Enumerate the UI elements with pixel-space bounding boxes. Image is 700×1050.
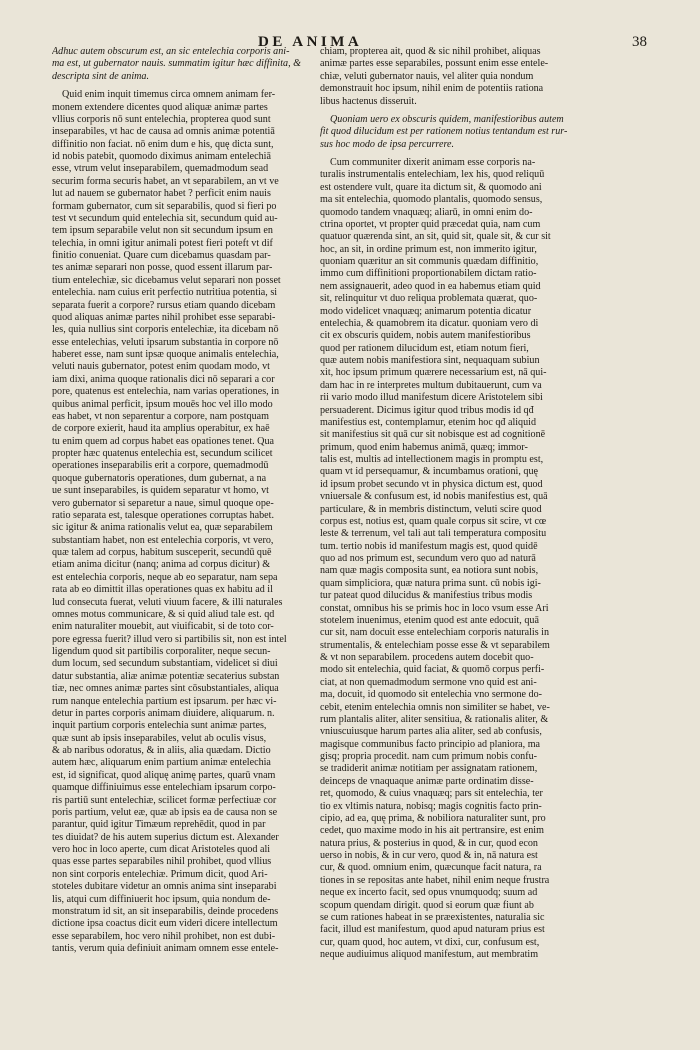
text-line: est, id significat, quod aliquę animę partes, quarū vnam (52, 769, 276, 781)
text-line: manifestius est, contemplamur, etenim hoc qđ aliquid (320, 416, 537, 428)
text-line: quoniam quæritur an sit communis quædam diffinitio, (320, 256, 539, 267)
text-line: xit, hoc ipsum primum quærere necessarium est, nā qui- (320, 367, 547, 379)
text-line: quæ talem ad corpus, habitum susceperit, secundū quē (52, 547, 272, 558)
text-line: magisque communibus facto principio ad planiora, ma (320, 738, 541, 750)
text-line: dum locum, sed secundum substantiam, videlicet si diui (52, 658, 278, 670)
text-line: dam hac in re interpretes multum dubitauerunt, cum va (320, 379, 542, 391)
text-line: modo videlicet vnaquæq; animarum potentia dicatur (320, 305, 532, 317)
text-line: dictione ipsa coactus dicit eum videri dicere intellectum (52, 918, 278, 930)
text-line: se cum rationes habeat in se præexistentes, naturalia sic (320, 911, 545, 923)
text-line: ligendum quod sit partibilis corporaliter, neque secun- (52, 646, 271, 657)
text-line: propter hæc quatenus entelechia est, secundum scilicet (52, 448, 273, 459)
text-line: ret, quomodo, & cuius vnaquæq; pars sit entelechia, ter (320, 788, 543, 800)
text-line: tes animæ separari non posse, quod essent illarum par- (52, 262, 273, 274)
text-line: poris partium, velut eæ, quæ ab ipsis ea de causa non se (52, 806, 278, 818)
text-line: Quid enim inquit timemus circa omnem animam fer- (62, 89, 276, 101)
text-line: ue sunt inseparabiles, is quidem separatur vt homo, vt (52, 485, 269, 497)
text-line: ma sit entelechia, quomodo plantalis, quomodo sensus, (320, 194, 543, 206)
rubric-line: ma est, ut gubernator nauis. summatim igitur hæc diffinita, & (52, 58, 301, 70)
text-line: neque ex incerto facit, sed opus vnumquodq; suum ad (320, 887, 538, 899)
text-line: esse, vtrum velut inseparabilem, quemadmodum sead (52, 163, 269, 175)
text-line: cipio, ad ea, quę prima, & nobiliora naturaliter sunt, pro (320, 812, 546, 824)
rubric-line: sus hoc modo de ipsa percurrere. (320, 138, 455, 150)
text-line: monstratum id sit, an sit inseparabilis, deinde procedens (52, 905, 279, 917)
text-line: enim naturaliter mouebit, aut viuificabit, si de toto cor- (52, 621, 274, 633)
text-line: les, quia nullius sint corporis entelechiæ, ita dicebam nō (52, 324, 279, 336)
text-line: quoque gubernatoris operationes, dum gubernat, a na (52, 472, 267, 484)
text-line: tio ex vltimis natura, nobisq; magis cognitis facto prin- (320, 800, 542, 812)
text-line: entelechia, & quamobrem ita dicatur. quoniam vero di (320, 317, 539, 329)
text-line: operationes inseparabilis erit a corpore, quemadmodū (52, 460, 269, 472)
text-line: cur, quam quod, hoc autem, vt dixi, cur, confusum est, (320, 936, 540, 948)
text-line: tiones in se repositas ante habet, nihil enim neque frustra (320, 874, 550, 886)
text-line: & vt non separabilem. procedens autem docebit quo- (320, 652, 534, 663)
text-line: datur substantia, aliæ animæ potentiæ secaterius substan (52, 670, 280, 682)
text-line: quod per rationem dilucidum est, etiam notum fieri, (320, 342, 529, 354)
text-line: sit manifestius sit quā cur sit nobisque est ad cognitionē (320, 429, 546, 441)
text-line: tantis, verum quia definiuit animam omnem esse entele- (52, 943, 279, 954)
text-line: facit, illud est manifestum, quod apud naturam prius est (320, 924, 545, 936)
text-line: quatuor quærenda sint, an sit, quid sit, quale sit, & cur sit (320, 231, 551, 243)
rubric-line: descripta sint de anima. (52, 70, 150, 82)
text-line: constat, omnibus his se primis hoc in loco vsum esse Ari (320, 602, 549, 614)
text-line: separata fuerit a corpore? rursus etiam quando dicebam (52, 299, 276, 311)
text-line: tur pateat quod dilucidus & manifestius tribus modis (320, 590, 533, 602)
text-line: lut ad nauem se gubernator habet ? perficit enim nauis (52, 188, 271, 200)
text-line: ris partiū sunt entelechiæ, scilicet formæ perfectiuæ cor (52, 794, 277, 806)
text-line: securim forma securis habet, an vt separabilem, an vt ve (52, 175, 279, 187)
text-line: cebit, etenim entelechia omnis non similiter se habet, ve- (320, 701, 550, 713)
text-line: parantur, quid igitur Timæum reprehēdit, quod in par (52, 819, 266, 831)
text-line: quæ sunt ab ipsis inseparabiles, velut ab oculis visus, (52, 732, 267, 744)
text-line: quo ad nos primum est, secundum vero quo ad naturā (320, 553, 536, 564)
text-line: stotelem inuenimus, etenim quod est ante edocuit, quā (320, 614, 539, 626)
text-line: esse separabilem, hoc vero nihil prohibet, non est dubi- (52, 930, 276, 942)
text-line: quæ autem nobis manifestiora sint, nequaquam subiun (320, 355, 540, 366)
text-line: uerso in nobis, & in cur vero, quod & in, nā natura est (320, 850, 538, 861)
right-column (320, 46, 588, 961)
text-line: leste & terrenum, vel tali aut tali temperatura compositu (320, 528, 547, 540)
text-line: est ostendere vult, quare ita dictum sit, & quomodo ani (320, 181, 542, 193)
text-line: ma, docuit, id quomodo sit entelechia vno sermone do- (320, 689, 543, 701)
text-line: cur, & quod. omnium enim, quæcunque facit natura, ra (320, 862, 542, 874)
text-line: est entelechia corporis, neque ab eo separatur, nam sepa (52, 571, 278, 583)
text-line: quibus animal perficit, ipsum mouēs hoc vel illo modo (52, 398, 273, 410)
text-line: rata ab eo dimittit illas operationes quas ex habitu ad il (52, 584, 273, 596)
text-line: substantiam habet, non est entelechia corporis, vt vero, (52, 534, 274, 546)
text-line: hoc, an sit, in ordine primum est, non immerito igitur, (320, 243, 537, 255)
text-line: modo sit entelechia, quid faciat, & quomō corpus perfi- (320, 664, 545, 676)
text-line: id nobis patebit, quomodo diximus animam entelechiā (52, 151, 271, 162)
text-line: test vt secundum quid entelechia sit, secundum quid au- (52, 212, 278, 224)
text-line: eas habet, vt non separentur a corpore, nam postquam (52, 410, 269, 422)
text-line: chiam, propterea ait, quod & sic nihil prohibet, aliquas (320, 46, 541, 57)
text-line: libus hactenus disseruit. (320, 95, 417, 107)
text-line: detur in partes corporis animam diuidere, aliquarum. n. (52, 707, 275, 719)
rubric-line: Quoniam uero ex obscuris quidem, manifestioribus autem (330, 113, 564, 125)
text-line: ratio separata est, talesque operationes corruptas habet. (52, 509, 274, 521)
text-line: scopum quendam dirigit. quod si eorum quæ fiunt ab (320, 899, 534, 911)
text-line: rii vario modo illud manifestum dicere Aristotelem sibi (320, 392, 543, 404)
text-line: cit ex obscuris quidem, nobis autem manifestioribus (320, 330, 531, 342)
text-line: non sint corporis entelechiæ. Primum dicit, quod Ari- (52, 868, 268, 880)
text-line: quas esse partes separabiles nihil prohibet, quod vllius (52, 856, 272, 868)
text-line: lis, atqui cum diffiniuerit hoc ipsum, quia nondum de- (52, 893, 271, 905)
text-line: demonstrauit hoc ipsum, nihil enim de potentiis rationa (320, 83, 544, 95)
text-line: rum nanque entelechia partium est ipsarum. per hæc vi- (52, 695, 277, 707)
text-line: tum. tertio nobis id manifestum magis est, quod quidē (320, 540, 538, 552)
text-line: neque audiuimus aliquod manifestum, aut membratim (320, 949, 539, 960)
text-line: vllius corporis nō sunt entelechia, propterea quod sunt (52, 113, 271, 125)
text-line: quomodo tandem vnaquæq; aliarū, in omni enim do- (320, 206, 533, 218)
text-line: talis est, multis ad intellectionem magis in promptu est, (320, 454, 544, 465)
text-line: quam simpliciora, quæ natura prima sunt. cū nobis igi- (320, 577, 541, 589)
text-line: vero gubernator si separetur a naue, simul quoque ope- (52, 497, 274, 509)
text-line: ciat, at non quemadmodum sermone vno quid est ani- (320, 676, 537, 688)
text-line: finitio conueniat. Quare cum dicebamus quasdam par- (52, 250, 271, 261)
text-line: tes diuidat? de his autem superius dictum est. Alexander (52, 831, 279, 843)
text-line: gisq; propria procedit. nam cum primum nobis confu- (320, 751, 537, 762)
text-line: autem hæc, aliquarum enim partium animæ entelechia (52, 757, 271, 769)
text-line: inquit partium corporis entelechia sunt animæ partes, (52, 720, 267, 732)
text-line: entelechia. nam cuius erit perfectio nutritiua potentia, si (52, 287, 278, 299)
left-column (52, 46, 314, 955)
text-line: ctrina oportet, vt propter quid præcedat quia, nam cum (320, 218, 541, 230)
text-line: tiæ, nec omnes animæ partes sint cōsubstantiales, aliqua (52, 683, 279, 695)
text-line: primum, quod enim habemus animā, quæq; immor- (320, 441, 528, 453)
text-line: tu enim quem ad corpus habet eas opationes tenet. Qua (52, 435, 274, 447)
running-head: DE ANIMA (258, 34, 363, 50)
text-line: stoteles dubitare videtur an omnis anima sint inseparabi (52, 881, 277, 893)
text-line: sic igitur & anima rationalis velut ea, quæ separabilem (52, 522, 273, 534)
text-line: deinceps de vnaquaque animæ parte ordinatim disse- (320, 775, 534, 787)
text-line: & ab naribus odoratus, & in aliis, alia quædam. Dictio (52, 745, 271, 756)
text-line: monem extendere dicentes quod aliquæ animæ partes (52, 101, 268, 113)
text-line: veluti nauis gubernator, potest enim quodam modo, vt (52, 361, 270, 373)
text-line: se tradiderit animæ notitiam per assignatam rationem, (320, 763, 538, 775)
text-line: corpus est, notius est, quam quale corpus sit scire, vt cœ (320, 515, 547, 527)
text-line: rum plantalis aliter, aliter sensitiua, & rationalis aliter, & (320, 713, 549, 725)
text-line: turalis instrumentalis entelechiam, lex his, quod reliquū (320, 169, 545, 181)
text-line: vniuscuiusque harum partes alia aliter, sed ab confusis, (320, 726, 542, 738)
text-line: diffinitio non faciat. nō enim dum e his, quę dicta sunt, (52, 138, 274, 150)
folio-number: 38 (632, 34, 647, 50)
text-line: etiam anima dicitur (nanq; anima ad corpus dicitur) & (52, 559, 271, 571)
text-line: haberet esse, nam sunt ipsæ quoque animalis entelechia, (52, 349, 279, 360)
text-line: vero hoc in loco aperte, cum dicat Aristoteles quod ali (52, 844, 271, 855)
text-line: esse entelechias, veluti ipsarum substantia in corpore nō (52, 336, 279, 348)
rubric-line: fit quod dilucidum est per rationem notius tentandum est rur- (320, 126, 568, 138)
text-line: persuaderent. Dicimus igitur quod tribus modis id qđ (320, 404, 534, 416)
text-line: omnes motus communicare, & si quid aliud tale est. qd (52, 608, 275, 620)
text-line: animæ partes esse separabiles, possunt enim esse entele- (320, 58, 549, 70)
text-line: pore, quatenus est entelechia, nam varias operationes, in (52, 386, 280, 398)
text-line: pore egressa fuerit? illud vero si partibilis sit, non est intel (52, 633, 287, 645)
text-line: quam vt id persequamur, & incumbamus orationi, quę (320, 466, 538, 478)
text-line: cur sit, nam docuit esse entelechiam corporis naturalis in (320, 627, 550, 639)
text-line: quod aliquas animæ partes nihil prohibet esse separabi- (52, 311, 276, 323)
text-line: particulare, & in membris distinctum, veluti scire quod (320, 503, 542, 515)
text-line: natura prius, & posterius in quod, & in cur, quod econ (320, 837, 538, 849)
text-line: tium entelechiæ, sic dicebamus velut separari non posset (52, 274, 281, 286)
text-line: tem ipsum separabile velut non sit secundum ipsum en (52, 225, 273, 237)
text-line: Cum communiter dixerit animam esse corporis na- (330, 157, 536, 168)
text-line: iam dixi, anima quoque rationalis dici nō separari a cor (52, 373, 275, 385)
text-line: chiæ, veluti gubernator nauis, vel aliter quia nondum (320, 70, 534, 82)
text-line: immo cum diffinitioni proportionabilem dictam ratio- (320, 268, 537, 280)
text-line: lud consecuta fuerat, veluti viuum facere, & illi naturales (52, 596, 283, 608)
text-line: telechia, in omni igitur animali potest fieri poteft vt dif (52, 237, 273, 249)
text-line: cedet, quo maxime modo in his ait pertransire, est enim (320, 825, 544, 837)
text-line: nam quæ magis composita sunt, ea notiora sunt nobis, (320, 565, 539, 577)
text-line: quamque diffiniuimus esse entelechiam ipsarum corpo- (52, 782, 276, 794)
text-line: inseparabiles, vt hac de causa ad omnis animæ potentiā (52, 126, 275, 138)
text-line: vniuersale & confusum est, id nobis manifestius est, quā (320, 491, 548, 503)
text-line: strumentalis, & entelechiam posse esse & vt separabilem (320, 639, 550, 651)
text-line: sit, relinquitur vt duo reliqua problemata quærat, quo- (320, 293, 538, 305)
text-line: id ipsum probet secundo vt in physica dictum est, quod (320, 478, 543, 490)
text-line: formam gubernator, cum sit separabilis, quod si fieri po (52, 200, 277, 212)
rubric-line: Adhuc autem obscurum est, an sic entelechia corporis ani- (52, 46, 290, 57)
text-line: nem assignauerit, adeo quod in ea habemus etiam quid (320, 280, 541, 292)
text-line: de corpore exierit, haud ita amplius operabitur, ex haē (52, 423, 270, 435)
